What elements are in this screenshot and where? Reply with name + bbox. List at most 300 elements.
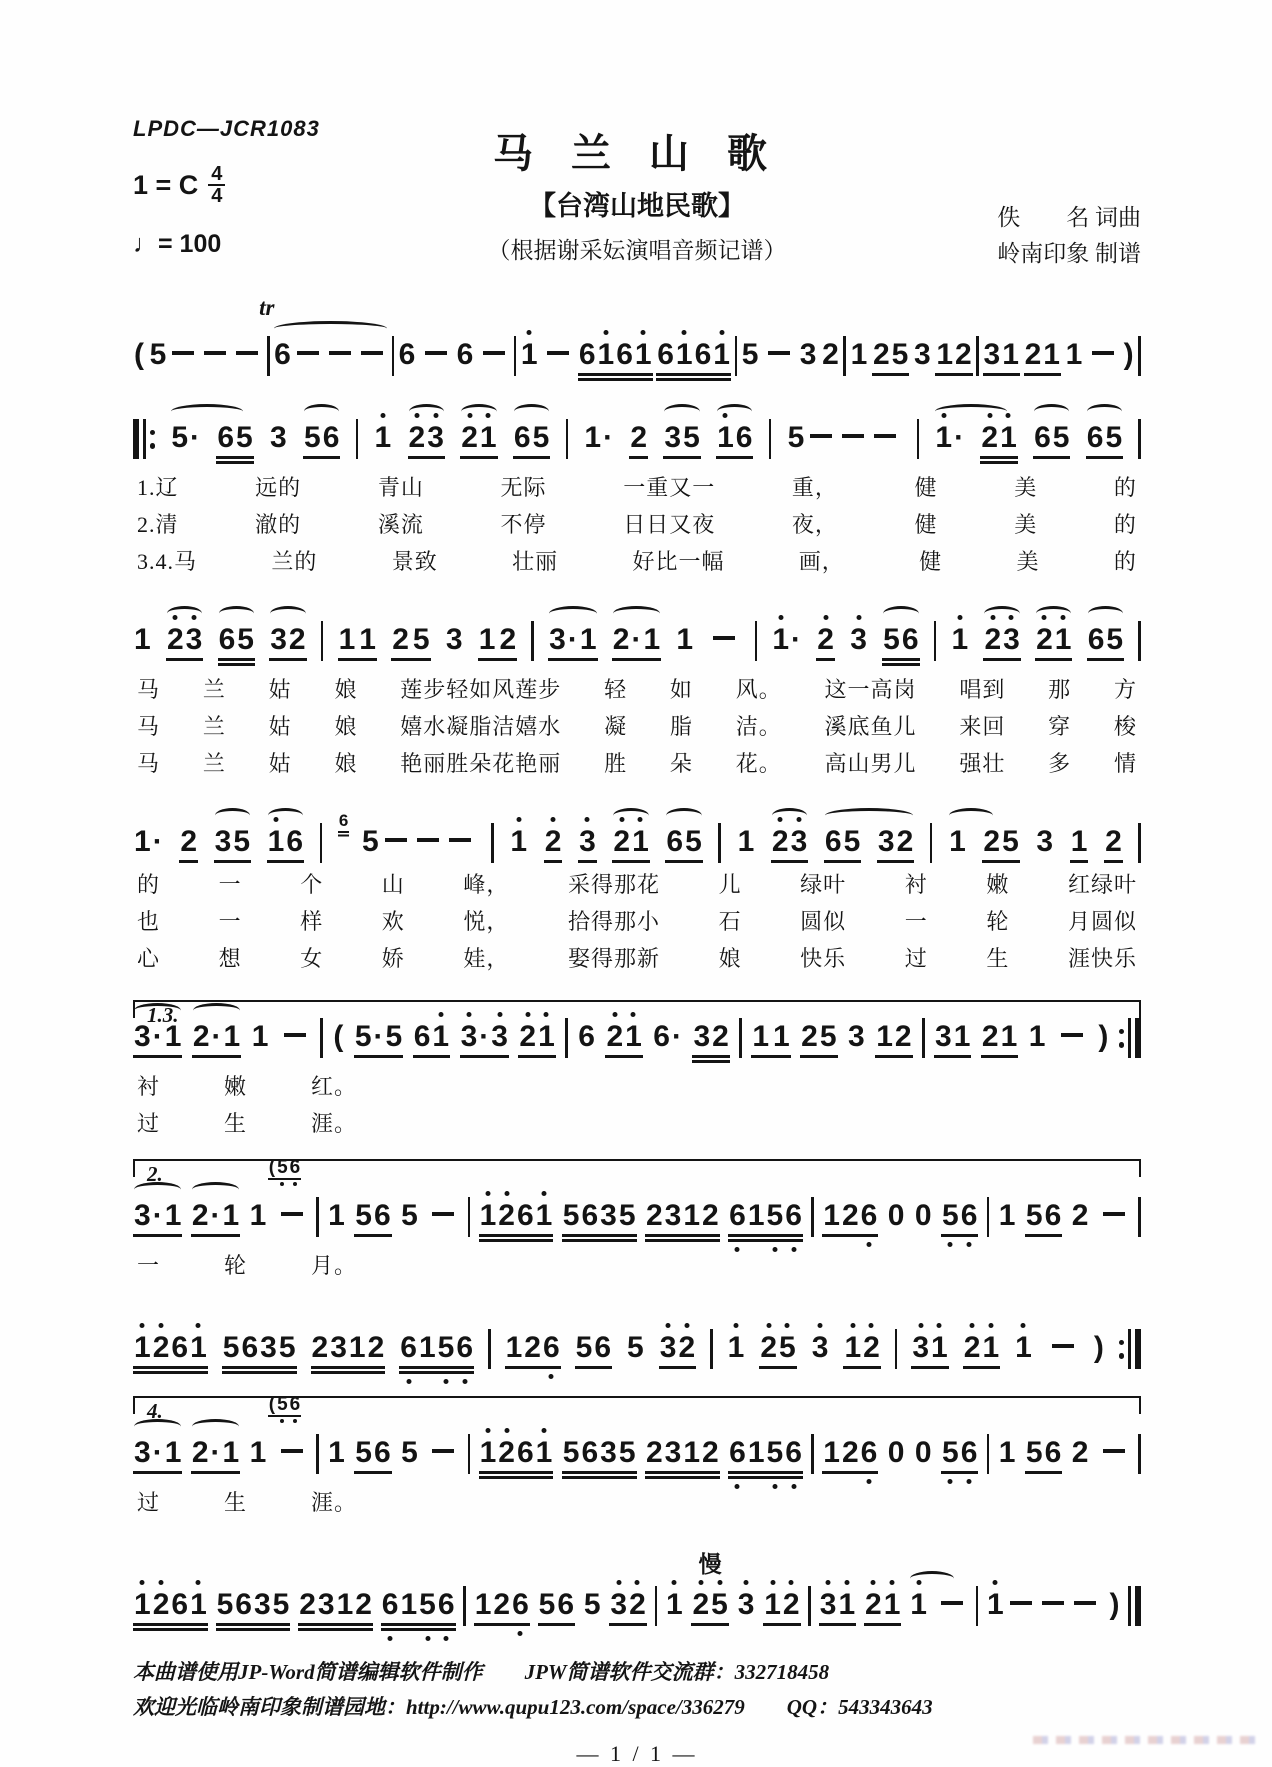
- slur-arc: [549, 606, 596, 621]
- note-digit: 1: [999, 421, 1018, 455]
- notation-row: [133, 397, 1141, 466]
- note-digit: ·: [671, 1020, 682, 1053]
- note-digit: 2: [816, 623, 835, 657]
- barline: [917, 419, 920, 459]
- octave-dot-above: [466, 1012, 471, 1017]
- note-digit: 2: [152, 1588, 171, 1622]
- note-token: [338, 623, 377, 661]
- slur-arc: [134, 1419, 181, 1434]
- lyric-syllable: 轻: [604, 677, 628, 702]
- lyric-syllable: 姑: [268, 714, 292, 739]
- note-digit: 1: [537, 1020, 556, 1054]
- lyric-syllable: 的: [137, 872, 161, 897]
- note-digit: 5: [276, 1159, 289, 1177]
- note-digit: 1: [683, 1199, 700, 1232]
- octave-dot-above: [641, 330, 646, 335]
- note-digit: 6: [728, 1436, 747, 1470]
- slur-arc: [1036, 606, 1071, 621]
- note-digit: 5: [276, 1396, 289, 1414]
- slur-arc: [192, 1182, 239, 1197]
- note-digit: ·: [373, 1020, 384, 1053]
- lyric-syllable: 梭: [1113, 714, 1137, 739]
- note-digit: 6: [581, 1199, 599, 1232]
- slur-arc: [613, 606, 660, 621]
- barline: [514, 336, 517, 376]
- barline: [1119, 1329, 1141, 1369]
- note-token: [824, 825, 861, 863]
- note-digit: 5: [385, 1020, 403, 1053]
- lyric-syllable: 娘: [334, 751, 358, 776]
- note-digit: 6: [373, 1436, 391, 1469]
- octave-dot-below: [791, 1247, 796, 1252]
- note-digit: 1: [222, 1436, 240, 1469]
- note-digit: 1: [823, 1436, 840, 1469]
- note-digit: 3: [270, 623, 287, 656]
- octave-dot-above: [850, 1323, 855, 1328]
- note-token: [665, 1588, 684, 1622]
- slur-arc: [1087, 404, 1122, 419]
- note-token: [456, 338, 475, 372]
- lyrics-row: [133, 712, 1141, 742]
- barline: [811, 1434, 814, 1474]
- note-digit: 1: [328, 1436, 345, 1469]
- note-token: [149, 338, 264, 372]
- slur-arc: [1034, 404, 1069, 419]
- note-token: [354, 1436, 391, 1474]
- note-digit: ): [1109, 1588, 1120, 1621]
- lyrics-row: [133, 1488, 1141, 1518]
- note-digit: 5: [361, 825, 379, 858]
- octave-dot-below: [425, 1636, 430, 1641]
- note-token: [445, 623, 464, 657]
- note-token: [982, 825, 1019, 863]
- duration-dash: [1092, 351, 1114, 355]
- note-digit: 2: [524, 1331, 541, 1364]
- note-digit: 1: [631, 825, 650, 859]
- pickup-notes: [268, 1159, 301, 1180]
- note-token: [427, 1436, 459, 1470]
- note-digit: 2: [677, 1331, 696, 1365]
- note-token: [538, 1588, 575, 1626]
- note-digit: 1: [400, 1588, 418, 1621]
- note-digit: 5: [891, 338, 909, 371]
- octave-dot-above: [823, 615, 828, 620]
- note-digit: 0: [914, 1199, 932, 1232]
- note-digit: 1: [909, 1588, 928, 1622]
- note-digit: 0: [887, 1436, 905, 1469]
- note-digit: 6: [657, 338, 674, 371]
- note-digit: 6: [860, 1436, 879, 1470]
- slur-arc: [613, 808, 648, 823]
- duration-dash: [236, 351, 258, 355]
- music-line-verse-line-3: [133, 801, 1141, 974]
- note-digit: 6: [578, 1020, 595, 1053]
- lyric-syllable: 嬉水凝脂洁嬉水: [400, 714, 562, 739]
- note-digit: 1: [683, 1436, 700, 1469]
- note-digit: 6: [511, 1588, 530, 1622]
- note-token: [575, 1331, 612, 1369]
- note-token: [548, 623, 597, 661]
- note-token: [562, 1199, 637, 1237]
- slur-arc: [167, 606, 202, 621]
- note-token: [427, 1199, 459, 1233]
- lyric-syllable: 悦，: [463, 909, 510, 934]
- octave-dot-above: [717, 1580, 722, 1585]
- lyric-syllable: 朵: [669, 751, 693, 776]
- note-digit: 5: [710, 1588, 729, 1622]
- note-digit: 3: [848, 1020, 865, 1053]
- note-digit: 1: [474, 1588, 492, 1621]
- note-token: [875, 1020, 912, 1058]
- notation-row: [133, 1307, 1141, 1376]
- tempo-marking: ♩= 100: [133, 230, 222, 258]
- note-digit: 1: [348, 1331, 366, 1364]
- note-token: [787, 421, 902, 455]
- barline: [808, 1586, 811, 1626]
- note-token: [420, 338, 452, 372]
- footer-line-2: 欢迎光临岭南印象制谱园地：http://www.qupu123.com/space/336279 QQ：543343643: [133, 1695, 933, 1719]
- note-digit: 1: [953, 1020, 971, 1053]
- note-digit: ·: [152, 1020, 163, 1053]
- duration-dash: [297, 351, 319, 355]
- note-digit: 6: [581, 1436, 599, 1469]
- octave-dot-above: [603, 330, 608, 335]
- note-digit: 5: [562, 1436, 580, 1469]
- note-digit: 1: [479, 421, 498, 455]
- duration-dash: [172, 351, 194, 355]
- octave-dot-above: [869, 1323, 874, 1328]
- note-token: [303, 421, 340, 459]
- octave-dot-above: [957, 615, 962, 620]
- note-digit: 2: [864, 1588, 883, 1622]
- lyric-syllable: 日日又夜: [623, 512, 716, 537]
- lyrics-row: [133, 547, 1141, 577]
- note-digit: 5: [883, 623, 900, 656]
- slur-arc: [134, 1182, 181, 1197]
- note-digit: 3: [426, 421, 445, 455]
- note-digit: 3: [460, 1020, 479, 1054]
- octave-dot-above: [766, 1323, 771, 1328]
- note-digit: 5: [819, 1020, 837, 1053]
- duration-dash: [1074, 1601, 1096, 1605]
- note-digit: 1: [712, 338, 731, 372]
- octave-dot-above: [672, 1580, 677, 1585]
- note-token: [675, 623, 694, 657]
- note-digit: ·: [631, 623, 642, 656]
- duration-dash: [1061, 1033, 1083, 1037]
- music-line-coda: [133, 1544, 1141, 1633]
- note-digit: (: [268, 1157, 276, 1178]
- barline: [987, 1434, 990, 1474]
- barline: [320, 1018, 323, 1058]
- note-digit: 1: [1028, 1020, 1046, 1053]
- octave-dot-above: [504, 1428, 509, 1433]
- note-token: [980, 421, 1017, 459]
- octave-dot-above: [635, 1580, 640, 1585]
- octave-dot-below: [735, 1484, 740, 1489]
- octave-dot-above: [770, 1580, 775, 1585]
- slur-arc: [270, 606, 305, 621]
- note-token: [399, 1331, 474, 1369]
- lyric-syllable: 的: [1113, 475, 1137, 500]
- note-digit: 5: [401, 1199, 418, 1232]
- lyric-syllable: 涯快乐: [1067, 946, 1137, 971]
- note-digit: 2: [544, 825, 563, 859]
- note-digit: 2: [355, 1588, 372, 1621]
- note-digit: 1: [936, 338, 954, 371]
- note-digit: 3: [600, 1199, 617, 1232]
- note-token: [911, 1331, 948, 1369]
- note-token: [381, 1588, 456, 1626]
- note-digit: 1: [727, 1331, 746, 1365]
- note-digit: 2: [180, 825, 198, 858]
- note-digit: 2: [192, 1020, 210, 1053]
- note-digit: 6: [218, 623, 236, 656]
- note-digit: 6: [381, 1588, 400, 1622]
- note-token: [583, 1588, 602, 1622]
- note-digit: 1: [843, 1331, 862, 1365]
- note-digit: 1: [359, 623, 376, 656]
- duration-dash: [768, 351, 790, 355]
- note-digit: 6: [171, 1331, 189, 1364]
- octave-dot-above: [438, 1012, 443, 1017]
- note-digit: ): [1123, 338, 1134, 371]
- note-digit: 6: [286, 825, 304, 858]
- barline: [976, 1586, 979, 1626]
- notation-row: [133, 599, 1141, 668]
- lyrics-row: [133, 473, 1141, 503]
- octave-dot-above: [159, 1580, 164, 1585]
- note-digit: 6: [338, 811, 349, 830]
- lyric-syllable: 马: [137, 714, 161, 739]
- note-digit: 2: [1024, 338, 1042, 371]
- note-token: [251, 1020, 270, 1054]
- note-digit: 3: [877, 825, 895, 858]
- lyric-syllable: 一: [218, 909, 242, 934]
- barline: [1138, 1434, 1141, 1474]
- lyrics-row: [133, 675, 1141, 705]
- note-digit: 2: [518, 1020, 537, 1054]
- note-digit: 3: [849, 623, 868, 657]
- octave-dot-above: [856, 615, 861, 620]
- note-digit: 3: [609, 1588, 628, 1622]
- octave-dot-above: [698, 1580, 703, 1585]
- note-digit: 5: [216, 1588, 234, 1621]
- lyric-syllable: 风。: [735, 677, 782, 702]
- note-digit: ·: [152, 1199, 163, 1232]
- lyric-syllable: 轮: [986, 909, 1010, 934]
- duration-dash: [204, 351, 226, 355]
- note-digit: ·: [190, 421, 200, 454]
- note-digit: 2: [408, 421, 427, 455]
- lyric-syllable: 兰的: [271, 549, 318, 574]
- note-token: [268, 1394, 308, 1470]
- barline: [987, 1197, 990, 1237]
- lyric-syllable: 如: [669, 677, 693, 702]
- note-token: [998, 1436, 1017, 1470]
- barline: [316, 1434, 319, 1474]
- note-token: [887, 1199, 906, 1233]
- note-digit: 3: [578, 825, 597, 859]
- octave-dot-above: [196, 1323, 201, 1328]
- lyrics-row: [133, 1072, 1141, 1102]
- octave-dot-below: [549, 1374, 554, 1379]
- note-token: [741, 338, 760, 372]
- note-token: [887, 1436, 906, 1470]
- lyric-syllable: 红。: [311, 1074, 358, 1099]
- note-token: [191, 1436, 240, 1474]
- lyric-syllable: 一: [904, 909, 928, 934]
- slur-arc: [949, 808, 993, 823]
- note-digit: 3: [134, 1436, 151, 1469]
- note-token: [332, 1020, 344, 1054]
- octave-dot-above: [380, 413, 385, 418]
- barline: [735, 336, 738, 376]
- note-digit: 3: [911, 1331, 930, 1365]
- note-token: [391, 623, 430, 661]
- lyric-syllable: 女: [300, 946, 324, 971]
- note-token: [951, 623, 970, 657]
- note-token: [605, 1020, 642, 1058]
- footer-line-1: 本曲谱使用JP-Word简谱编辑软件制作 JPW简谱软件交流群：332718458: [133, 1660, 830, 1684]
- slur-arc: [461, 404, 496, 419]
- lyrics-row: [133, 1109, 1141, 1139]
- lyric-syllable: 娘: [334, 677, 358, 702]
- duration-dash: [810, 434, 832, 438]
- page-content: [133, 112, 1141, 1767]
- note-digit: ): [1098, 1020, 1109, 1053]
- grace-note: [338, 812, 349, 833]
- note-digit: 6: [516, 1199, 534, 1232]
- note-token: [763, 338, 795, 372]
- note-digit: 1: [1065, 338, 1083, 371]
- note-token: [913, 338, 932, 372]
- note-digit: 3: [983, 338, 1001, 371]
- barline: [655, 1586, 658, 1626]
- note-digit: 2: [872, 338, 890, 371]
- note-digit: 6: [901, 623, 919, 656]
- note-digit: 5: [778, 1331, 797, 1365]
- slur-arc: [883, 606, 918, 621]
- slur-arc: [935, 404, 1007, 419]
- note-digit: 5: [233, 825, 251, 858]
- note-token: [882, 623, 919, 661]
- note-token: [216, 1588, 291, 1626]
- note-digit: 5: [562, 1199, 580, 1232]
- slur-arc: [268, 808, 303, 823]
- note-digit: ·: [210, 1436, 221, 1469]
- lyric-syllable: 脂: [669, 714, 693, 739]
- lyric-syllable: 姑: [268, 751, 292, 776]
- lyric-syllable: 唱到: [959, 677, 1006, 702]
- note-digit: 3: [317, 1588, 335, 1621]
- note-digit: 3: [134, 1020, 151, 1053]
- octave-dot-above: [682, 330, 687, 335]
- note-digit: 3: [790, 825, 809, 859]
- note-token: [361, 825, 476, 859]
- barline: [811, 1197, 814, 1237]
- note-digit: 1: [222, 1199, 240, 1232]
- note-digit: 0: [887, 1199, 905, 1232]
- barline: [531, 621, 534, 661]
- octave-dot-above: [937, 1323, 942, 1328]
- note-digit: 6: [373, 1199, 391, 1232]
- note-digit: 1: [676, 623, 694, 656]
- barline: [769, 419, 772, 459]
- header: [133, 112, 1141, 288]
- note-token: [192, 1020, 241, 1058]
- note-token: [864, 1588, 901, 1626]
- note-token: [716, 421, 753, 459]
- note-digit: ·: [479, 1020, 490, 1053]
- octave-dot-below: [293, 1419, 297, 1423]
- note-token: [259, 295, 388, 372]
- lyric-syllable: 过: [137, 1111, 161, 1136]
- lyric-syllable: 健: [919, 549, 943, 574]
- note-token: [963, 1331, 1000, 1369]
- note-token: [941, 1436, 978, 1474]
- duration-dash: [1042, 1601, 1064, 1605]
- lyric-syllable: 艳丽胜朵花艳丽: [400, 751, 562, 776]
- note-digit: 3: [935, 1020, 952, 1053]
- note-digit: 1: [509, 825, 528, 859]
- note-digit: 3: [664, 421, 682, 454]
- note-token: [692, 1020, 729, 1058]
- barline: [1128, 1586, 1141, 1626]
- note-digit: 5: [1105, 421, 1123, 454]
- octave-dot-above: [785, 1323, 790, 1328]
- octave-dot-above: [527, 330, 532, 335]
- note-digit: 6: [1044, 1436, 1062, 1469]
- note-digit: 6: [398, 338, 416, 371]
- note-token: [849, 623, 868, 657]
- lyric-syllable: 情: [1113, 751, 1137, 776]
- note-digit: 5: [1052, 421, 1070, 454]
- note-token: [1035, 825, 1054, 859]
- note-token: [578, 825, 597, 863]
- duration-dash: [713, 636, 735, 640]
- slur-arc: [192, 1419, 239, 1434]
- lyric-syllable: 的: [1113, 549, 1137, 574]
- note-digit: 1: [773, 1020, 790, 1053]
- note-digit: 1: [597, 338, 616, 372]
- note-digit: 2: [983, 825, 1001, 858]
- barline: [566, 419, 569, 459]
- lyric-syllable: 涯。: [311, 1490, 358, 1515]
- octave-dot-above: [993, 1580, 998, 1585]
- note-digit: 1: [1054, 623, 1073, 657]
- slur-arc: [304, 404, 339, 419]
- lyric-syllable: 美: [1014, 475, 1038, 500]
- lyric-syllable: 月。: [311, 1253, 358, 1278]
- note-digit: 6: [171, 1588, 189, 1621]
- credit-lyricist: 佚 名 词曲: [997, 205, 1141, 230]
- lyric-syllable: 娃，: [463, 946, 510, 971]
- octave-dot-above: [612, 1012, 617, 1017]
- note-token: [612, 825, 649, 863]
- note-token: [400, 1199, 419, 1233]
- octave-dot-above: [734, 1323, 739, 1328]
- lyric-syllable: 青山: [377, 475, 424, 500]
- lyric-syllable: 绿叶: [800, 872, 847, 897]
- octave-dot-above: [525, 1012, 530, 1017]
- lyric-syllable: 快乐: [800, 946, 847, 971]
- lyric-syllable: 那: [1048, 677, 1072, 702]
- note-digit: 1: [883, 1588, 902, 1622]
- lyric-syllable: 采得那花: [567, 872, 660, 897]
- note-digit: 1: [1043, 338, 1060, 371]
- note-digit: 5: [437, 1331, 456, 1365]
